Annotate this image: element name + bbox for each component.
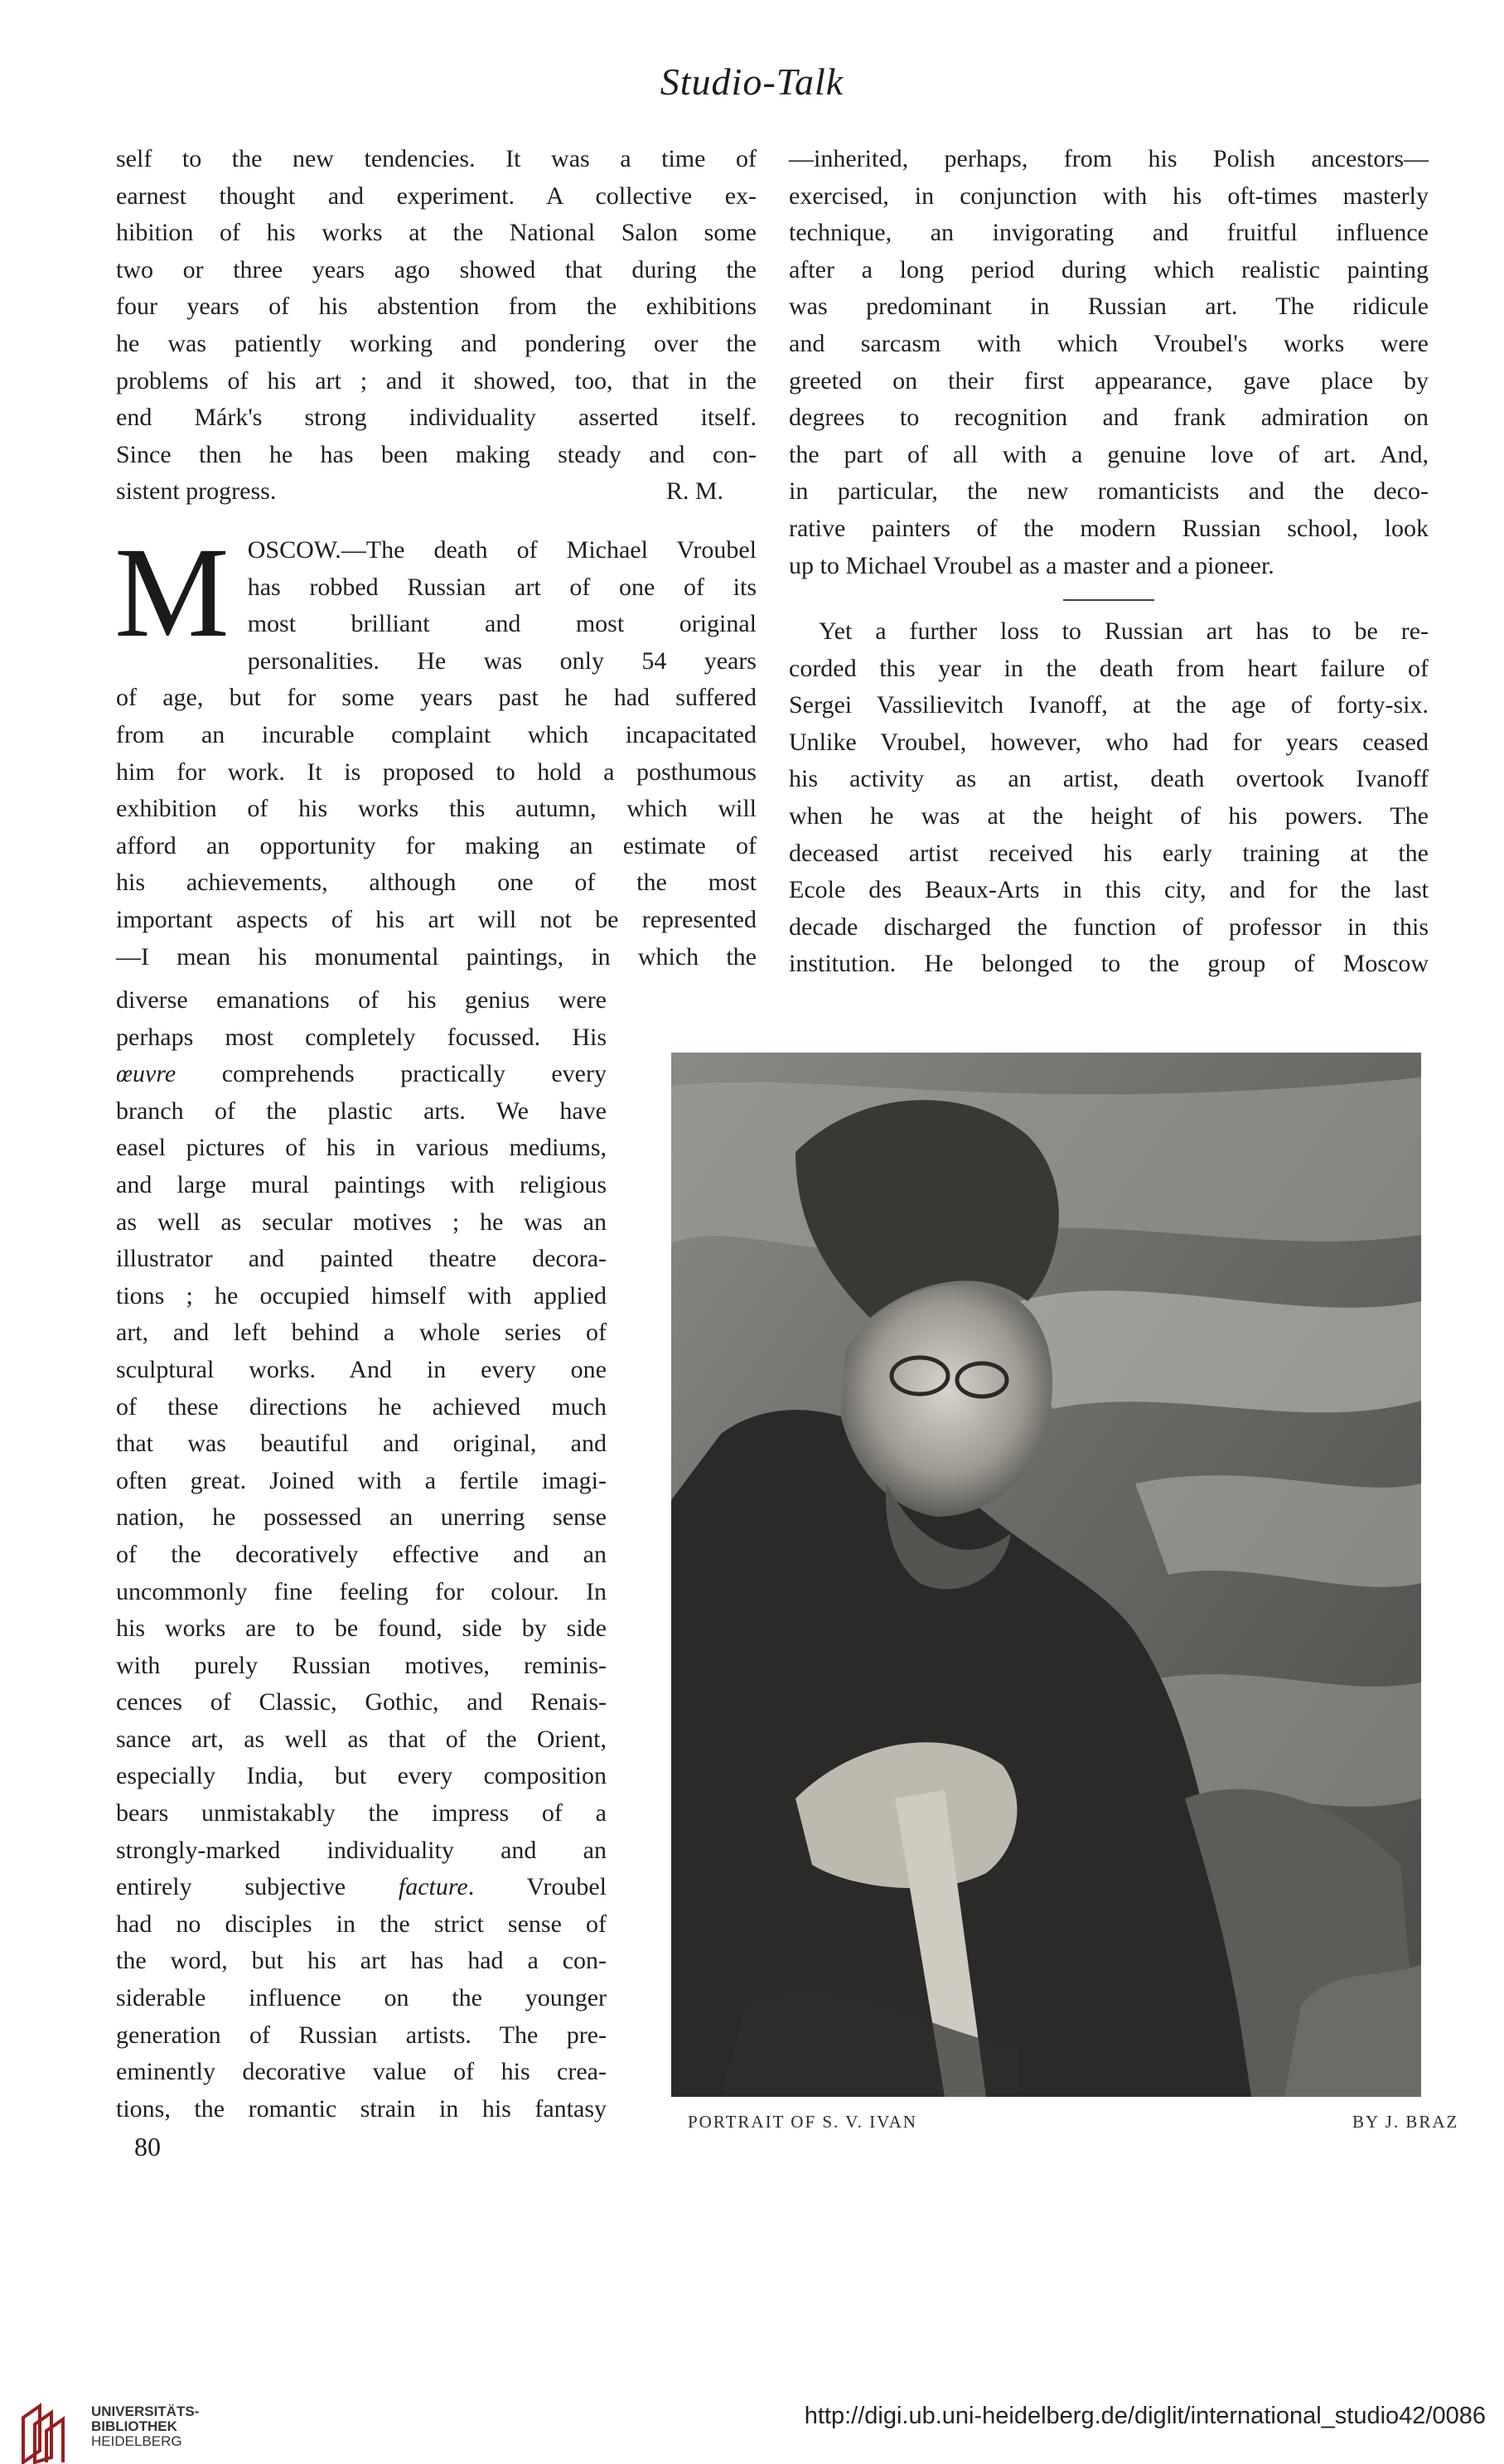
- text-line: Since then he has been making steady and con-: [116, 440, 757, 468]
- text-line: decade discharged the function of professor in this: [789, 913, 1429, 941]
- library-name-line: BIBLIOTHEK: [91, 2418, 177, 2434]
- source-url-link[interactable]: http://digi.ub.uni-heidelberg.de/diglit/international_studio42/0086: [804, 2403, 1486, 2429]
- text-line: that was beautiful and original, and: [116, 1430, 607, 1458]
- text-line: exercised, in conjunction with his oft-times masterly: [789, 182, 1429, 210]
- text-line: nation, he possessed an unerring sense: [116, 1503, 607, 1532]
- text-line: up to Michael Vroubel as a master and a pioneer.: [789, 551, 1274, 579]
- digitization-footer: [0, 2366, 1504, 2461]
- left-column-top-text: [116, 141, 757, 511]
- text-line: branch of the plastic arts. We have: [116, 1096, 607, 1125]
- text-line: often great. Joined with a fertile imagi-: [116, 1466, 607, 1494]
- text-line: of the decoratively effective and an: [116, 1540, 607, 1568]
- text-line: sculptural works. And in every one: [116, 1355, 607, 1383]
- text-line: from an incurable complaint which incapacitated: [116, 720, 757, 748]
- text-line: strongly-marked individuality and an: [116, 1836, 607, 1864]
- text-line: Yet a further loss to Russian art has to be re-: [819, 617, 1429, 645]
- text-line: had no disciples in the strict sense of: [116, 1910, 607, 1938]
- page-number: 80: [134, 2132, 161, 2161]
- library-name-line: HEIDELBERG: [91, 2433, 182, 2449]
- ivanoff-paragraph: [789, 613, 1429, 983]
- text-line: bears unmistakably the impress of a: [116, 1799, 607, 1827]
- figure-caption-title: PORTRAIT OF S. V. IVAN: [688, 2112, 917, 2132]
- text-line: important aspects of his art will not be represented: [116, 905, 757, 933]
- text-line: and sarcasm with which Vroubel's works were: [789, 329, 1429, 357]
- text-line: and large mural paintings with religious: [116, 1170, 607, 1198]
- library-name: [91, 2404, 199, 2449]
- text-line: institution. He belonged to the group of Moscow: [789, 950, 1429, 978]
- text-line: generation of Russian artists. The pre-: [116, 2021, 607, 2049]
- text-line: tions ; he occupied himself with applied: [116, 1281, 607, 1309]
- text-line: exhibition of his works this autumn, which will: [116, 795, 757, 823]
- section-divider: [1063, 599, 1154, 601]
- text-line: his activity as an artist, death overtook Ivanoff: [789, 765, 1429, 793]
- text-line: earnest thought and experiment. A collective ex-: [116, 182, 757, 210]
- text-line: technique, an invigorating and fruitful influence: [789, 219, 1429, 247]
- text-line: when he was at the height of his powers. The: [789, 801, 1429, 830]
- text-line: entirely subjective facture. Vroubel: [116, 1873, 607, 1901]
- text-line: in particular, the new romanticists and the deco-: [789, 477, 1429, 506]
- text-line: his achievements, although one of the most: [116, 869, 757, 897]
- running-head: Studio-Talk: [660, 61, 844, 103]
- text-line: problems of his art ; and it showed, too, that in the: [116, 366, 757, 395]
- drop-cap: M: [114, 520, 230, 664]
- figure-caption-artist: BY J. BRAZ: [1352, 2112, 1459, 2132]
- text-line: rative painters of the modern Russian school, look: [789, 514, 1429, 542]
- text-line: the part of all with a genuine love of art. And,: [789, 440, 1429, 468]
- text-line: deceased artist received his early training at the: [789, 839, 1429, 867]
- text-line: tions, the romantic strain in his fantasy: [116, 2094, 607, 2123]
- text-line: self to the new tendencies. It was a time of: [116, 145, 757, 172]
- text-line: afford an opportunity for making an estimate of: [116, 831, 757, 859]
- moscow-paragraph: [114, 520, 757, 975]
- library-logo-icon: [17, 2399, 83, 2464]
- text-line: Ecole des Beaux-Arts in this city, and for the last: [789, 876, 1429, 904]
- text-line: most brilliant and most original: [247, 610, 757, 638]
- portrait-painting-illustration: [671, 1053, 1421, 2097]
- text-line: four years of his abstention from the exhibitions: [116, 293, 757, 321]
- text-line: —inherited, perhaps, from his Polish ancestors—: [789, 145, 1429, 172]
- text-line: his works are to be found, side by side: [116, 1614, 607, 1643]
- text-line: eminently decorative value of his crea-: [116, 2058, 607, 2086]
- text-line: Unlike Vroubel, however, who had for years ceased: [789, 728, 1429, 756]
- text-line: uncommonly fine feeling for colour. In: [116, 1577, 607, 1605]
- text-line: cences of Classic, Gothic, and Renais-: [116, 1688, 607, 1716]
- text-line: corded this year in the death from heart failure of: [789, 654, 1429, 682]
- text-line: œuvre comprehends practically every: [116, 1060, 607, 1088]
- text-line: two or three years ago showed that during the: [116, 255, 757, 283]
- right-column-top-text: [789, 141, 1429, 619]
- text-line: OSCOW.—The death of Michael Vroubel: [247, 536, 757, 564]
- text-line: diverse emanations of his genius were: [116, 986, 607, 1014]
- text-line: hibition of his works at the National Salon some: [116, 219, 757, 247]
- text-line: as well as secular motives ; he was an: [116, 1208, 607, 1236]
- text-line: degrees to recognition and frank admiration on: [789, 404, 1429, 432]
- author-signature-row: [116, 473, 757, 511]
- text-line: him for work. It is proposed to hold a posthumous: [116, 758, 757, 786]
- text-line: has robbed Russian art of one of its: [247, 573, 757, 601]
- text-line: personalities. He was only 54 years: [247, 646, 757, 675]
- text-line: illustrator and painted theatre decora-: [116, 1245, 607, 1273]
- text-line: greeted on their first appearance, gave place by: [789, 366, 1429, 395]
- text-line: easel pictures of his in various mediums,: [116, 1134, 607, 1162]
- library-name-line: UNIVERSITÄTS-: [91, 2403, 200, 2419]
- text-line: after a long period during which realistic painting: [789, 255, 1429, 283]
- text-line: especially India, but every composition: [116, 1762, 607, 1790]
- text-line: Sergei Vassilievitch Ivanoff, at the age of forty-six.: [789, 691, 1429, 719]
- text-line: he was patiently working and pondering over the: [116, 329, 757, 357]
- text-line: end Márk's strong individuality asserted itself.: [116, 404, 757, 432]
- text-line: of age, but for some years past he had suffered: [116, 684, 757, 712]
- text-line: —I mean his monumental paintings, in which the: [116, 942, 757, 971]
- text-line: was predominant in Russian art. The ridicule: [789, 293, 1429, 321]
- text-line: siderable influence on the younger: [116, 1984, 607, 2012]
- left-column-continued-text: [116, 982, 607, 2128]
- text-line: perhaps most completely focussed. His: [116, 1023, 607, 1051]
- text-line: with purely Russian motives, reminis-: [116, 1651, 607, 1679]
- text-line: sistent progress.: [116, 477, 277, 506]
- text-line: of these directions he achieved much: [116, 1392, 607, 1421]
- text-line: art, and left behind a whole series of: [116, 1319, 607, 1347]
- text-line: sance art, as well as that of the Orient,: [116, 1725, 607, 1753]
- author-initials: R. M.: [665, 477, 723, 506]
- text-line: the word, but his art has had a con-: [116, 1947, 607, 1975]
